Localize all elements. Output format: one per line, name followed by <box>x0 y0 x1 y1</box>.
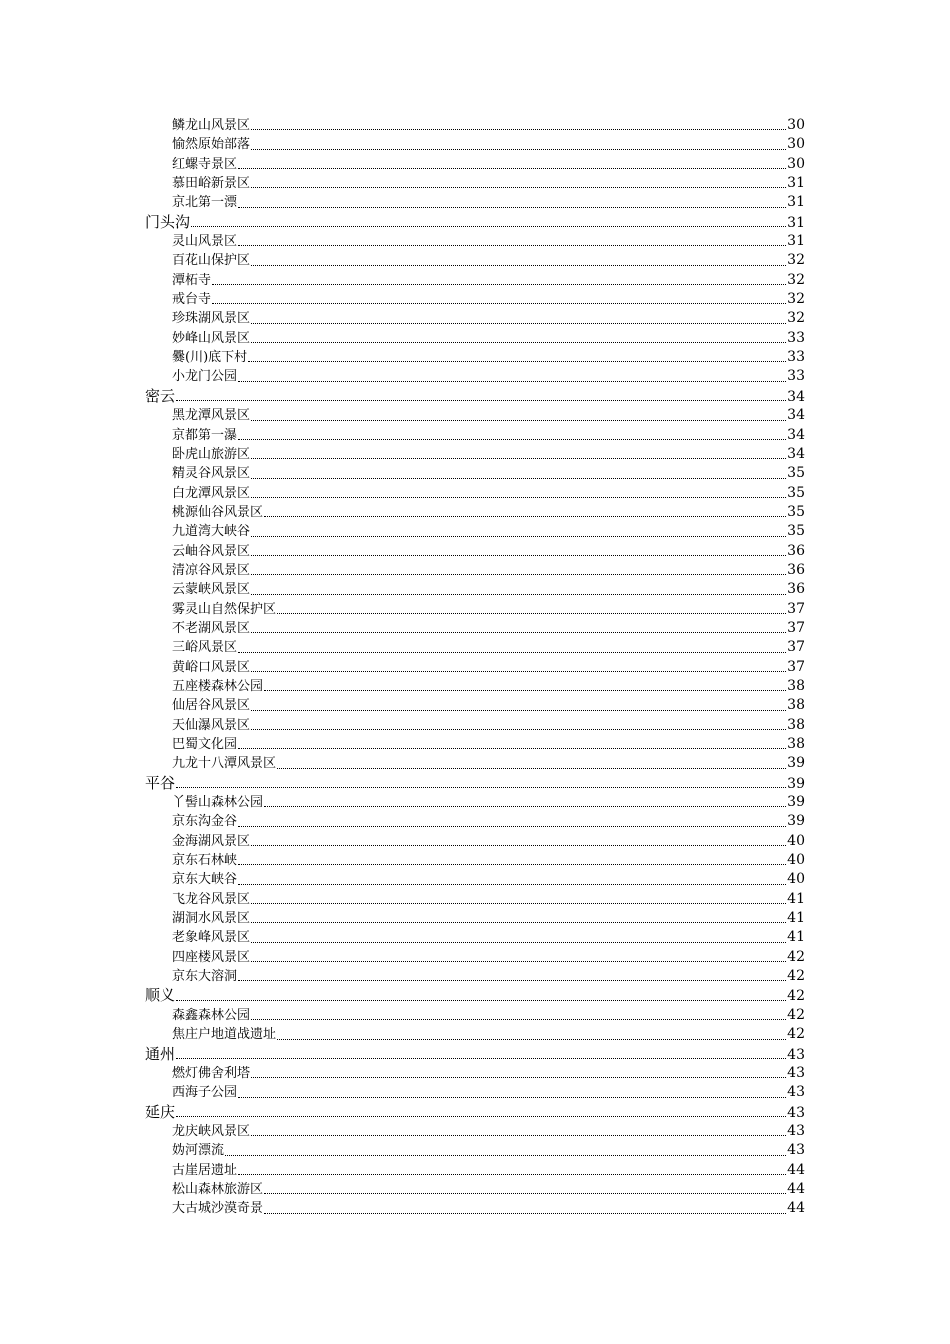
toc-dot-leader <box>251 961 786 962</box>
toc-page-number: 33 <box>787 368 805 385</box>
toc-page-number: 30 <box>787 136 805 153</box>
toc-entry[interactable] <box>145 1180 805 1199</box>
toc-entry-title: 京东大溶洞 <box>172 969 238 985</box>
toc-dot-leader <box>251 942 786 943</box>
toc-dot-leader <box>251 458 786 459</box>
toc-entry-title: 飞龙谷风景区 <box>172 891 251 907</box>
toc-entry-title: 通州 <box>145 1044 176 1063</box>
toc-entry[interactable] <box>145 754 805 773</box>
toc-page-number: 39 <box>787 794 805 811</box>
toc-dot-leader <box>264 1193 786 1194</box>
toc-entry-title: 九道湾大峡谷 <box>172 524 251 540</box>
toc-page-number: 39 <box>787 813 805 830</box>
toc-dot-leader <box>264 1213 786 1214</box>
toc-page-number: 38 <box>787 716 805 733</box>
toc-dot-leader <box>251 845 786 846</box>
toc-section-heading[interactable] <box>145 1103 805 1122</box>
toc-dot-leader <box>238 864 786 865</box>
toc-entry-title: 红螺寺景区 <box>172 156 238 172</box>
toc-entry[interactable] <box>145 1083 805 1102</box>
toc-page-number: 42 <box>787 968 805 985</box>
toc-page-number: 32 <box>787 310 805 327</box>
toc-entry[interactable] <box>145 561 805 580</box>
toc-dot-leader <box>238 1097 786 1098</box>
toc-page-number: 41 <box>787 910 805 927</box>
toc-entry[interactable] <box>145 580 805 599</box>
toc-dot-leader <box>238 207 786 208</box>
toc-entry-title: 平谷 <box>145 773 176 792</box>
toc-dot-leader <box>277 768 786 769</box>
toc-entry-title: 三峪风景区 <box>172 640 238 656</box>
toc-dot-leader <box>248 361 786 362</box>
toc-page-number: 34 <box>787 388 805 405</box>
toc-entry-title: 五座楼森林公园 <box>172 678 264 694</box>
toc-section-heading[interactable] <box>145 986 805 1005</box>
toc-entry[interactable] <box>145 1006 805 1025</box>
toc-page-number: 42 <box>787 988 805 1005</box>
toc-dot-leader <box>251 265 786 266</box>
toc-dot-leader <box>251 574 786 575</box>
toc-page-number: 40 <box>787 832 805 849</box>
toc-entry[interactable] <box>145 464 805 483</box>
toc-dot-leader <box>251 129 786 130</box>
toc-entry-title: 焦庄户地道战遗址 <box>172 1027 277 1043</box>
toc-dot-leader <box>238 168 786 169</box>
toc-entry[interactable] <box>145 406 805 425</box>
toc-entry-title: 云蒙峡风景区 <box>172 582 251 598</box>
toc-page-number: 37 <box>787 639 805 656</box>
toc-entry-title: 云岫谷风景区 <box>172 543 251 559</box>
toc-entry[interactable] <box>145 135 805 154</box>
toc-entry[interactable] <box>145 600 805 619</box>
toc-dot-leader <box>251 323 786 324</box>
toc-dot-leader <box>238 381 786 382</box>
toc-entry[interactable] <box>145 832 805 851</box>
toc-entry-title: 珍珠湖风景区 <box>172 311 251 327</box>
toc-dot-leader <box>251 555 786 556</box>
toc-entry[interactable] <box>145 638 805 657</box>
toc-entry[interactable] <box>145 1161 805 1180</box>
toc-page-number: 35 <box>787 465 805 482</box>
toc-page-number: 36 <box>787 581 805 598</box>
toc-dot-leader <box>251 149 786 150</box>
toc-entry[interactable] <box>145 658 805 677</box>
toc-dot-leader <box>251 1019 786 1020</box>
toc-entry[interactable] <box>145 155 805 174</box>
toc-entry-title: 京东石林峡 <box>172 853 238 869</box>
toc-page-number: 35 <box>787 503 805 520</box>
toc-entry[interactable] <box>145 793 805 812</box>
toc-entry[interactable] <box>145 696 805 715</box>
toc-entry-title: 四座楼风景区 <box>172 949 251 965</box>
toc-entry[interactable] <box>145 290 805 309</box>
toc-entry[interactable] <box>145 271 805 290</box>
toc-entry-title: 黄峪口风景区 <box>172 659 251 675</box>
toc-page-number: 43 <box>787 1046 805 1063</box>
toc-page-number: 34 <box>787 426 805 443</box>
toc-section-heading[interactable] <box>145 1045 805 1064</box>
toc-dot-leader <box>251 632 786 633</box>
toc-entry-title: 小龙门公园 <box>172 369 238 385</box>
toc-entry-title: 京都第一瀑 <box>172 427 238 443</box>
toc-page-number: 38 <box>787 736 805 752</box>
toc-entry-title: 燃灯佛舍利塔 <box>172 1065 251 1081</box>
toc-entry[interactable] <box>145 890 805 909</box>
toc-entry[interactable] <box>145 1122 805 1141</box>
toc-dot-leader <box>238 245 786 246</box>
toc-entry[interactable] <box>145 309 805 328</box>
toc-dot-leader <box>176 1058 786 1059</box>
toc-entry[interactable] <box>145 484 805 503</box>
toc-entry[interactable] <box>145 1064 805 1083</box>
toc-entry[interactable] <box>145 542 805 561</box>
toc-page-number: 41 <box>787 929 805 946</box>
toc-page-number: 31 <box>787 214 805 231</box>
toc-page-number: 37 <box>787 600 805 617</box>
toc-entry[interactable] <box>145 1141 805 1160</box>
toc-dot-leader <box>176 1000 786 1001</box>
toc-entry-title: 百花山保护区 <box>172 253 251 269</box>
toc-entry-title: 大古城沙漠奇景 <box>172 1201 264 1217</box>
toc-entry-title: 慕田峪新景区 <box>172 176 251 192</box>
toc-page-number: 40 <box>787 871 805 888</box>
toc-page-number: 43 <box>787 1122 805 1139</box>
toc-page-number: 36 <box>787 561 805 578</box>
toc-page-number: 39 <box>787 755 805 772</box>
toc-page-number: 40 <box>787 852 805 869</box>
toc-dot-leader <box>238 980 786 981</box>
toc-page-number: 44 <box>787 1200 805 1217</box>
toc-entry-title: 白龙潭风景区 <box>172 485 251 501</box>
toc-page-number: 32 <box>787 271 805 288</box>
toc-page-number: 43 <box>787 1084 805 1101</box>
toc-dot-leader <box>238 826 786 827</box>
toc-page-number: 43 <box>787 1064 805 1081</box>
toc-page-number: 30 <box>787 155 805 172</box>
toc-entry[interactable] <box>145 948 805 967</box>
toc-entry-title: 妫河漂流 <box>172 1143 225 1159</box>
toc-entry-title: 清凉谷风景区 <box>172 562 251 578</box>
toc-dot-leader <box>191 226 786 227</box>
toc-entry-title: 京北第一漂 <box>172 195 238 211</box>
toc-entry[interactable] <box>145 619 805 638</box>
toc-entry-title: 龙庆峡风景区 <box>172 1123 251 1139</box>
toc-dot-leader <box>251 497 786 498</box>
toc-dot-leader <box>277 1039 786 1040</box>
toc-page-number: 42 <box>787 948 805 965</box>
toc-dot-leader <box>251 594 786 595</box>
toc-entry-title: 门头沟 <box>145 212 191 231</box>
toc-page-number: 38 <box>787 677 805 694</box>
toc-entry[interactable] <box>145 1199 805 1218</box>
toc-page-number: 43 <box>787 1142 805 1159</box>
toc-entry[interactable] <box>145 909 805 928</box>
table-of-contents <box>145 116 805 1219</box>
toc-entry-title: 松山森林旅游区 <box>172 1181 264 1197</box>
toc-dot-leader <box>251 420 786 421</box>
toc-entry[interactable] <box>145 851 805 870</box>
toc-page-number: 35 <box>787 484 805 501</box>
toc-entry[interactable] <box>145 522 805 541</box>
toc-page-number: 31 <box>787 233 805 250</box>
toc-page-number: 33 <box>787 349 805 366</box>
toc-entry[interactable] <box>145 677 805 696</box>
toc-entry-title: 灵山风景区 <box>172 234 238 250</box>
toc-dot-leader <box>238 652 786 653</box>
toc-page-number: 44 <box>787 1180 805 1197</box>
toc-entry[interactable] <box>145 329 805 348</box>
toc-entry[interactable] <box>145 251 805 270</box>
toc-page-number: 32 <box>787 252 805 269</box>
toc-entry[interactable] <box>145 174 805 193</box>
toc-entry[interactable] <box>145 735 805 754</box>
toc-entry-title: 愉然原始部落 <box>172 137 251 153</box>
toc-entry[interactable] <box>145 348 805 367</box>
toc-entry[interactable] <box>145 716 805 735</box>
toc-entry-title: 金海湖风景区 <box>172 833 251 849</box>
toc-entry-title: 湖洞水风景区 <box>172 911 251 927</box>
toc-dot-leader <box>251 1077 786 1078</box>
toc-page-number: 36 <box>787 542 805 559</box>
toc-entry[interactable] <box>145 812 805 831</box>
toc-page-number: 43 <box>787 1104 805 1121</box>
toc-dot-leader <box>212 303 786 304</box>
toc-page-number: 33 <box>787 329 805 346</box>
toc-dot-leader <box>238 884 786 885</box>
toc-entry-title: 精灵谷风景区 <box>172 466 251 482</box>
toc-dot-leader <box>264 516 786 517</box>
toc-dot-leader <box>238 439 786 440</box>
toc-page-number: 42 <box>787 1006 805 1023</box>
toc-entry-title: 巴蜀文化园 <box>172 737 238 752</box>
toc-entry[interactable] <box>145 116 805 135</box>
toc-dot-leader <box>251 922 786 923</box>
toc-dot-leader <box>238 748 786 749</box>
toc-dot-leader <box>251 1135 786 1136</box>
toc-entry-title: 鳞龙山风景区 <box>172 118 251 133</box>
toc-page-number: 42 <box>787 1026 805 1043</box>
toc-dot-leader <box>277 613 786 614</box>
toc-entry[interactable] <box>145 928 805 947</box>
toc-dot-leader <box>251 342 786 343</box>
toc-dot-leader <box>176 400 786 401</box>
toc-dot-leader <box>251 729 786 730</box>
toc-entry-title: 京东大峡谷 <box>172 872 238 888</box>
toc-entry-title: 戒台寺 <box>172 292 212 308</box>
toc-page-number: 31 <box>787 194 805 211</box>
toc-entry-title: 顺义 <box>145 986 176 1005</box>
toc-entry-title: 妙峰山风景区 <box>172 330 251 346</box>
toc-section-heading[interactable] <box>145 213 805 232</box>
toc-dot-leader <box>251 478 786 479</box>
toc-dot-leader <box>251 710 786 711</box>
toc-section-heading[interactable] <box>145 774 805 793</box>
toc-entry-title: 仙居谷风景区 <box>172 698 251 714</box>
toc-entry[interactable] <box>145 193 805 212</box>
toc-section-heading[interactable] <box>145 387 805 406</box>
toc-page-number: 35 <box>787 523 805 540</box>
toc-entry-title: 天仙瀑风景区 <box>172 717 251 733</box>
toc-dot-leader <box>225 1155 786 1156</box>
toc-entry-title: 雾灵山自然保护区 <box>172 601 277 617</box>
toc-entry-title: 桃源仙谷风景区 <box>172 504 264 520</box>
toc-entry[interactable] <box>145 870 805 889</box>
toc-entry-title: 古崖居遗址 <box>172 1162 238 1178</box>
toc-page-number: 37 <box>787 658 805 675</box>
toc-entry[interactable] <box>145 503 805 522</box>
toc-dot-leader <box>238 1174 786 1175</box>
toc-entry-title: 九龙十八潭风景区 <box>172 756 277 772</box>
toc-dot-leader <box>212 284 786 285</box>
toc-entry-title: 黑龙潭风景区 <box>172 408 251 424</box>
toc-entry-title: 京东沟金谷 <box>172 814 238 830</box>
toc-page-number: 34 <box>787 407 805 424</box>
toc-page-number: 32 <box>787 291 805 308</box>
toc-page-number: 34 <box>787 445 805 462</box>
toc-entry-title: 爨(川)底下村 <box>172 350 248 366</box>
toc-page-number: 30 <box>787 117 805 133</box>
toc-entry-title: 西海子公园 <box>172 1085 238 1101</box>
toc-entry[interactable] <box>145 426 805 445</box>
toc-entry-title: 不老湖风景区 <box>172 620 251 636</box>
toc-entry[interactable] <box>145 367 805 386</box>
toc-entry-title: 潭柘寺 <box>172 272 212 288</box>
toc-page-number: 37 <box>787 619 805 636</box>
toc-dot-leader <box>251 536 786 537</box>
toc-dot-leader <box>251 671 786 672</box>
toc-dot-leader <box>176 787 786 788</box>
toc-dot-leader <box>264 806 786 807</box>
toc-dot-leader <box>264 690 786 691</box>
toc-entry-title: 密云 <box>145 386 176 405</box>
toc-entry-title: 卧虎山旅游区 <box>172 446 251 462</box>
toc-page-number: 39 <box>787 775 805 792</box>
toc-entry-title: 老象峰风景区 <box>172 930 251 946</box>
toc-dot-leader <box>176 1116 786 1117</box>
toc-dot-leader <box>251 187 786 188</box>
toc-entry[interactable] <box>145 232 805 251</box>
toc-entry[interactable] <box>145 1025 805 1044</box>
toc-entry-title: 延庆 <box>145 1102 176 1121</box>
toc-dot-leader <box>251 903 786 904</box>
toc-page-number: 44 <box>787 1161 805 1178</box>
toc-entry-title: 森鑫森林公园 <box>172 1007 251 1023</box>
toc-page-number: 41 <box>787 890 805 907</box>
toc-entry-title: 丫髻山森林公园 <box>172 795 264 811</box>
toc-entry[interactable] <box>145 445 805 464</box>
toc-page-number: 38 <box>787 697 805 714</box>
toc-entry[interactable] <box>145 967 805 986</box>
toc-page-number: 31 <box>787 175 805 192</box>
